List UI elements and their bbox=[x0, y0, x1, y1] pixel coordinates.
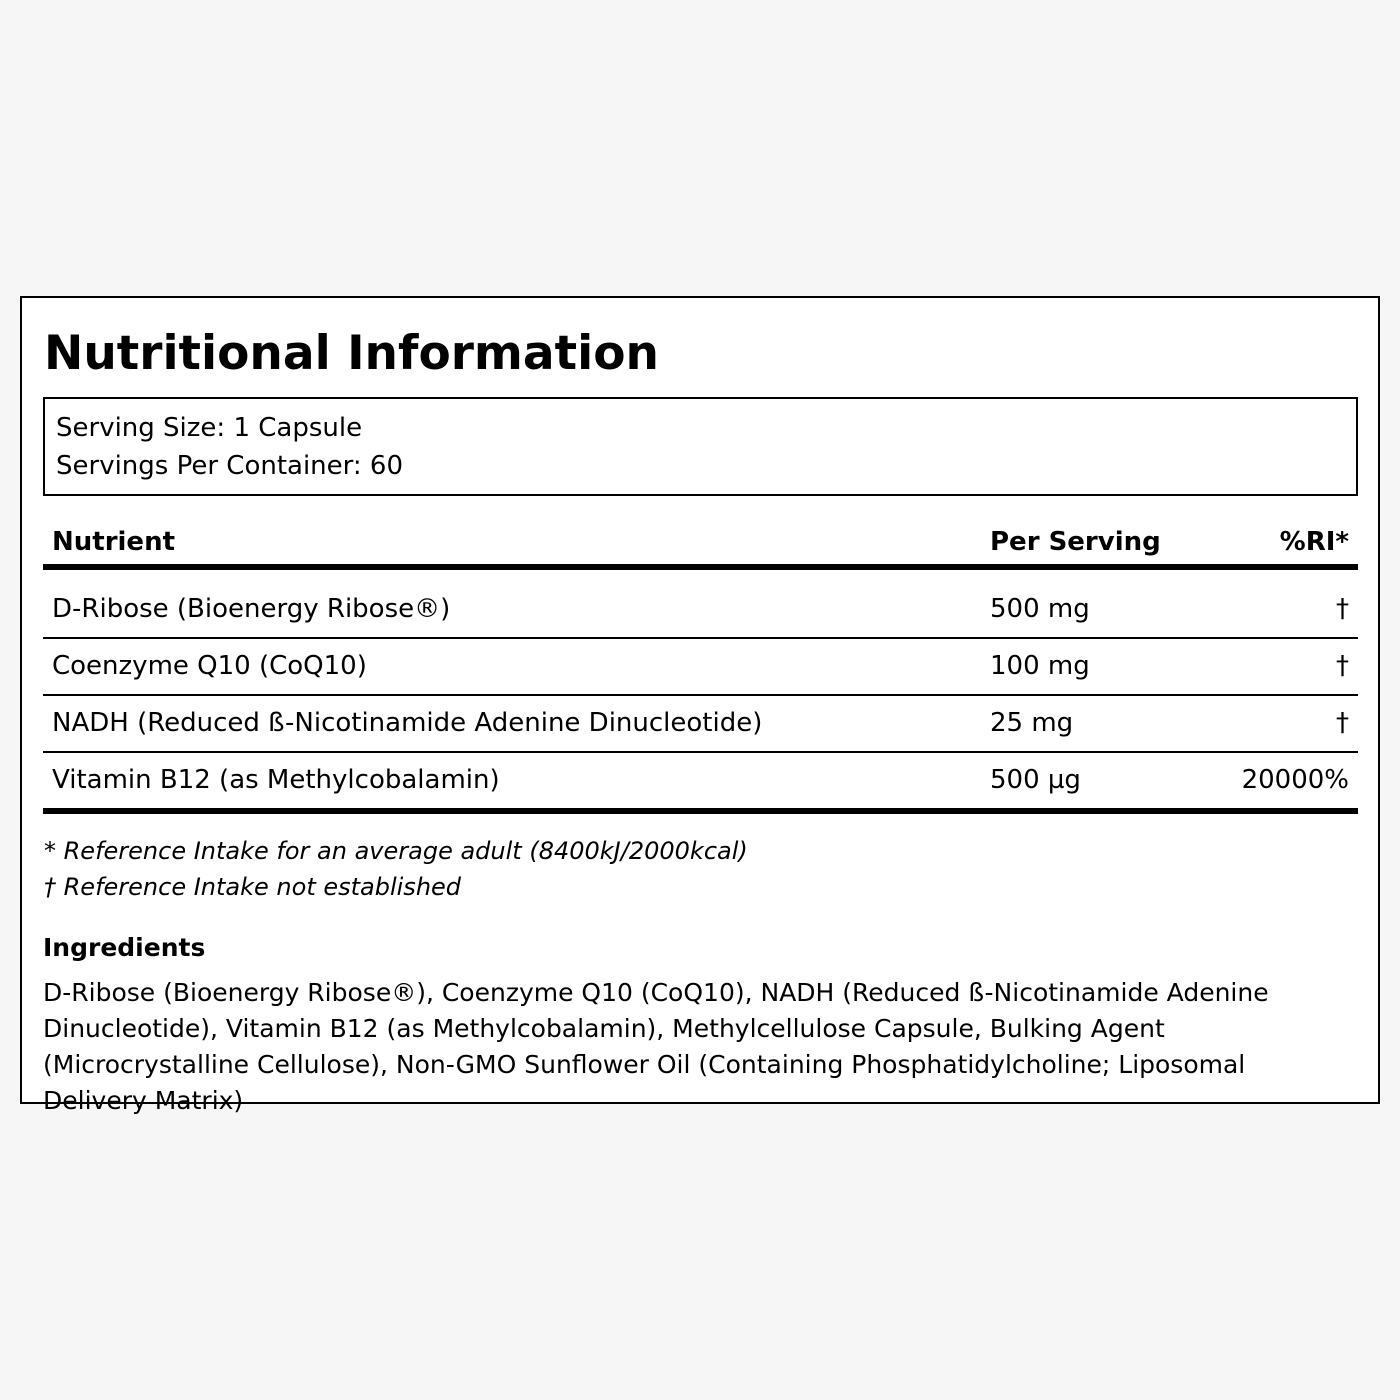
page-title: Nutritional Information bbox=[44, 326, 659, 381]
ingredients-heading: Ingredients bbox=[43, 933, 206, 962]
servings-per-container: Servings Per Container: 60 bbox=[56, 451, 404, 481]
per-serving-value: 25 mg bbox=[990, 708, 1074, 738]
serving-info-box bbox=[43, 397, 1358, 496]
ri-value: † bbox=[1336, 708, 1349, 738]
ri-value: † bbox=[1336, 651, 1349, 681]
serving-size: Serving Size: 1 Capsule bbox=[56, 413, 363, 443]
nutrient-name: Coenzyme Q10 (CoQ10) bbox=[52, 651, 367, 681]
nutrient-name: D-Ribose (Bioenergy Ribose®) bbox=[52, 594, 451, 624]
header-nutrient: Nutrient bbox=[52, 527, 176, 557]
nutrient-name: Vitamin B12 (as Methylcobalamin) bbox=[52, 765, 500, 795]
footnote-dagger: † Reference Intake not established bbox=[44, 873, 462, 901]
table-row bbox=[43, 696, 1358, 753]
footnotes bbox=[44, 833, 748, 905]
per-serving-value: 100 mg bbox=[990, 651, 1090, 681]
nutrition-panel bbox=[20, 296, 1380, 1115]
nutrient-table bbox=[43, 520, 1358, 814]
table-row bbox=[43, 753, 1358, 814]
per-serving-value: 500 mg bbox=[990, 594, 1090, 624]
per-serving-value: 500 µg bbox=[990, 765, 1081, 795]
footnote-ri: * Reference Intake for an average adult (8400kJ/2000kcal) bbox=[44, 837, 748, 865]
header-ri: %RI* bbox=[1279, 527, 1349, 557]
nutrient-name: NADH (Reduced ß-Nicotinamide Adenine Dinucleotide) bbox=[52, 708, 763, 738]
ri-value: † bbox=[1336, 594, 1349, 624]
table-row bbox=[43, 582, 1358, 639]
table-row bbox=[43, 639, 1358, 696]
table-header bbox=[43, 520, 1358, 570]
ingredients-text: D-Ribose (Bioenergy Ribose®), Coenzyme Q10 (CoQ10), NADH (Reduced ß-Nicotinamide Adenine Dinucleotide), Vitamin B12 (as Methylcobalamin), Methylcellulose Capsule, Bulking Agent (Microcrystalline Cellulose), Non-GMO Sunflower Oil (Containing Phosphatidylcholine; Liposomal Delivery Matrix) bbox=[43, 978, 1269, 1115]
ri-value: 20000% bbox=[1241, 765, 1349, 795]
header-per-serving: Per Serving bbox=[990, 527, 1161, 557]
